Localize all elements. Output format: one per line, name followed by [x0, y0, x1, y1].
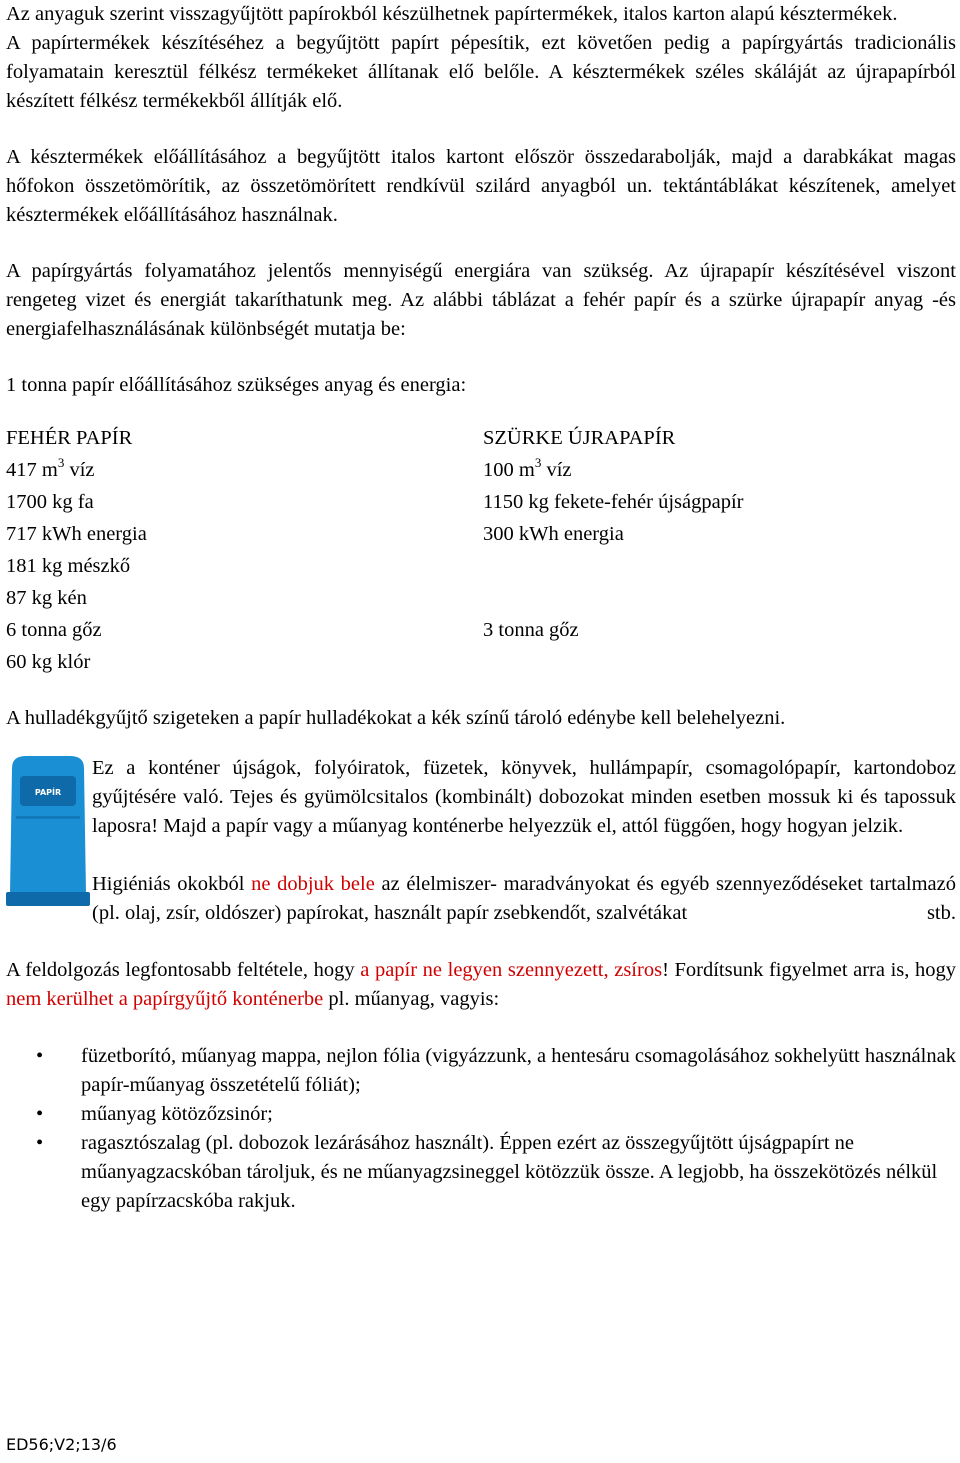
table-cell-left: 60 kg klór	[6, 651, 91, 673]
table-cell-right	[483, 550, 956, 582]
table-cell-left: 6 tonna gőz	[6, 619, 102, 641]
processing-paragraph: A feldolgozás legfontosabb feltétele, hogy a papír ne legyen szennyezett, zsíros! Fordítsunk figyelmet arra is, hogy nem kerülhet a papírgyűjtő konténerbe pl. műanyag, vagyis:	[6, 959, 956, 1010]
processing-warning-1: a papír ne legyen szennyezett, zsíros	[360, 959, 663, 981]
list-item: • füzetborító, műanyag mappa, nejlon fólia (vigyázzunk, a hentesáru csomagolásához sokhelyütt használnak papír-műanyag összetételű fóliát);	[36, 1045, 956, 1096]
table-cell-left: 87 kg kén	[6, 587, 87, 609]
container-description: Ez a konténer újságok, folyóiratok, füzetek, könyvek, hullámpapír, csomagolópapír, kartondoboz gyűjtésére való. Tejes és gyümölcsitalos (kombinált) dobozokat minden esetben mossuk ki és tapossuk laposra! Majd a papír vagy a műanyag konténerbe helyezzük el, attól függően, hogy hogyan jelzik.	[92, 757, 956, 837]
table-cell-right	[483, 582, 956, 614]
table-row	[6, 614, 956, 646]
hygiene-end: stb.	[926, 902, 956, 924]
table-cell-right: 300 kWh energia	[483, 523, 624, 545]
table-cell-right: 100 $m^3$ víz	[483, 455, 572, 481]
intro-paragraph-1: Az anyaguk szerint visszagyűjtött papírokból készülhetnek papírtermékek, italos karton alapú késztermékek.	[6, 3, 898, 25]
table-caption: 1 tonna papír előállításához szükséges anyag és energia:	[6, 374, 467, 396]
blue-bin-icon	[6, 754, 90, 906]
intro-paragraph-4: A papírgyártás folyamatához jelentős mennyiségű energiára van szükség. Az újrapapír készítésével viszont rengeteg vizet és energiát takaríthatunk meg. Az alábbi táblázat a fehér papír és a szürke újrapapír anyag -és energiafelhasználásának különbségét mutatja be:	[6, 260, 956, 340]
container-section	[6, 754, 956, 928]
table-cell-left: 1700 kg fa	[6, 491, 94, 513]
table-row	[6, 582, 956, 614]
table-row	[6, 486, 956, 518]
table-cell-left: 717 kWh energia	[6, 523, 147, 545]
table-row	[6, 646, 956, 678]
table-row	[6, 518, 956, 550]
header-white-paper: FEHÉR PAPÍR	[6, 427, 133, 449]
list-item: • ragasztószalag (pl. dobozok lezárásához használt). Éppen ezért az összegyűjtött újságpapírt ne műanyagzacskóban tároljuk, és ne műanyagzsineggel kötözzük össze. A legjobb, ha összekötözés nélkül egy papírzacskóba rakjuk.	[36, 1132, 938, 1212]
table-cell-right: 1150 kg fekete-fehér újságpapír	[483, 491, 744, 513]
svg-text:PAPÍR: PAPÍR	[34, 788, 62, 797]
page-footer: ED56;V2;13/6	[6, 1435, 117, 1454]
list-item: • műanyag kötözőzsinór;	[36, 1103, 273, 1125]
table-cell-right: 3 tonna gőz	[483, 619, 579, 641]
intro-paragraph-2: A papírtermékek készítéséhez a begyűjtött papírt pépesítik, ezt követően pedig a papírgyártás tradicionális folyamatain keresztül félkész termékeket állítanak elő belőle. A késztermékek széles skáláját az újrapapírból készített félkész termékekből állítják elő.	[6, 32, 956, 112]
paper-bin-image	[6, 754, 92, 906]
hygiene-paragraph: Higiéniás okokból ne dobjuk bele az élelmiszer- maradványokat és egyéb szennyeződéseket tartalmazó (pl. olaj, zsír, oldószer) papírokat, használt papír zsebkendőt, szalvétákat	[92, 873, 956, 924]
forbidden-items-list	[6, 1042, 956, 1216]
hygiene-warning: ne dobjuk bele	[251, 873, 375, 895]
collection-paragraph: A hulladékgyűjtő szigeteken a papír hulladékokat a kék színű tároló edénybe kell belehelyezni.	[6, 707, 786, 729]
table-cell-right	[483, 646, 956, 678]
table-cell-left: 181 kg mészkő	[6, 555, 131, 577]
intro-paragraph-3: A késztermékek előállításához a begyűjtött italos kartont először összedarabolják, majd a darabkákat magas hőfokon összetömörítik, az összetömörített rendkívül szilárd anyagból un. tektántáblákat készítenek, amelyet késztermékek előállításához használnak.	[6, 146, 956, 226]
table-header-row	[6, 422, 956, 454]
header-recycled-paper: SZÜRKE ÚJRAPAPÍR	[483, 427, 676, 449]
table-row	[6, 454, 956, 486]
processing-warning-2: nem kerülhet a papírgyűjtő konténerbe	[6, 988, 324, 1010]
document-page	[6, 0, 956, 1216]
table-row	[6, 550, 956, 582]
comparison-table	[6, 422, 956, 678]
table-cell-left: 417 $m^3$ víz	[6, 455, 95, 481]
